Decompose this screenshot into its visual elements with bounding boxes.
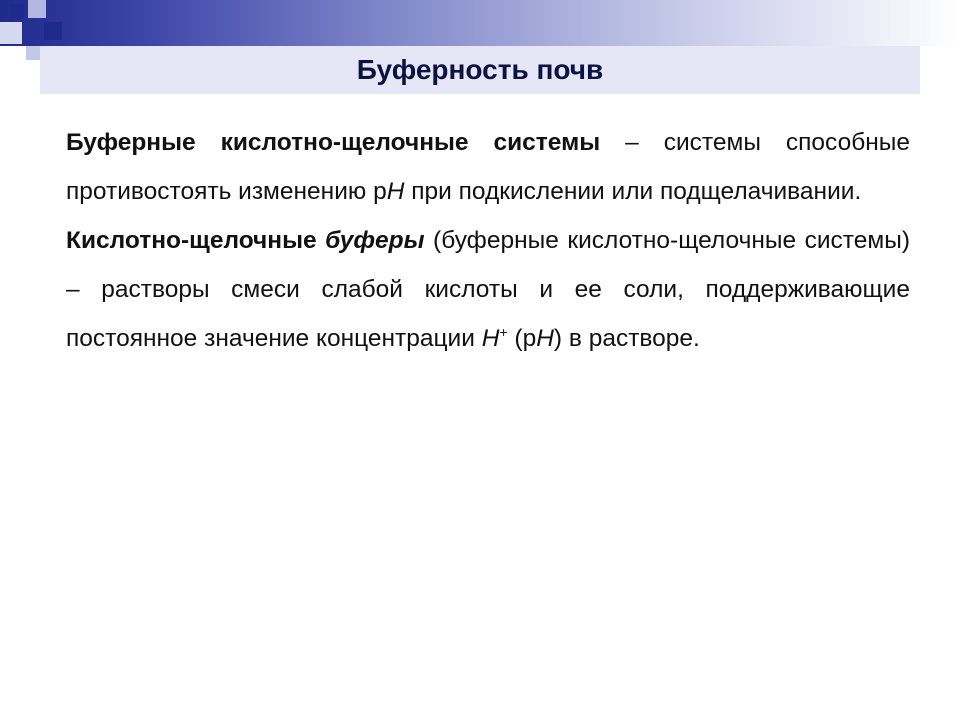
paragraph-text: – системы способные противостоять изменению р <box>66 129 910 205</box>
corner-square-light <box>0 22 22 44</box>
corner-square-light <box>26 46 40 60</box>
ph-symbol: H <box>386 178 405 205</box>
term-buffers: буферы <box>325 227 425 254</box>
corner-square-light <box>28 0 46 18</box>
slide-body <box>66 118 910 363</box>
term-buffer-systems: Буферные кислотно-щелочные системы <box>66 129 601 156</box>
paragraph-definition-buffers <box>66 216 910 363</box>
paragraph-definition-systems <box>66 118 910 216</box>
header-gradient-bar <box>0 0 960 46</box>
slide-title: Буферность почв <box>356 54 604 85</box>
ph-symbol: H <box>536 325 554 352</box>
corner-square-dark <box>10 4 24 18</box>
h-superscript: + <box>499 324 508 340</box>
paragraph-text: (р <box>507 325 537 352</box>
h-symbol: H <box>481 325 500 352</box>
term-acid-base: Кислотно-щелочные <box>66 227 326 254</box>
paragraph-text: (буферные кислотно-щелочные системы) – растворы смеси слабой кислоты и ее соли, поддерживающие постоянное значение концентрации <box>66 227 910 352</box>
paragraph-text: ) в растворе. <box>553 325 700 352</box>
paragraph-text: при подкислении или подщелачивании. <box>404 178 862 205</box>
corner-square-dark <box>44 22 62 40</box>
